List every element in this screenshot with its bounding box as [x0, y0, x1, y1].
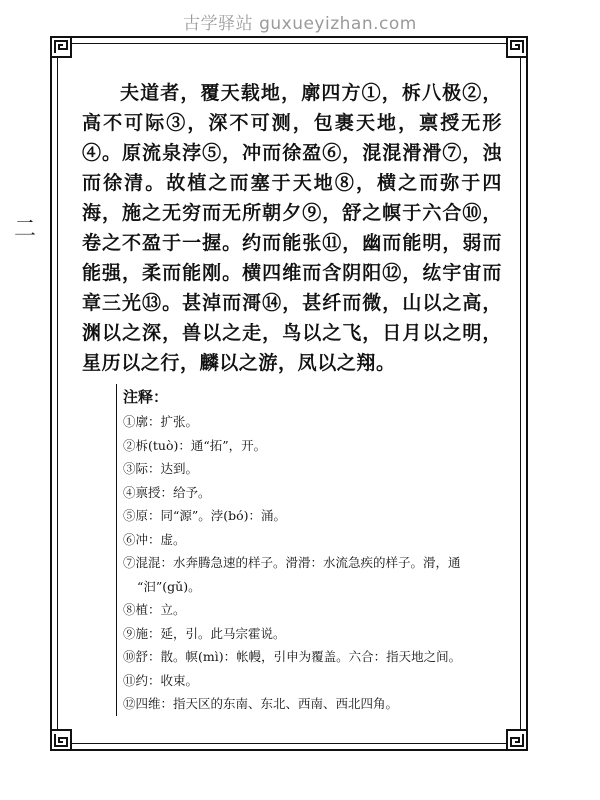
note-item: ⑨施：延，引。此马宗霍说。 — [123, 625, 286, 641]
note-item: ⑧植：立。 — [123, 602, 186, 617]
note-item: ⑥冲：虚。 — [123, 531, 186, 547]
note-item-continuation: “汩”(gǔ)。 — [137, 578, 201, 594]
page-number: 二 — [14, 217, 37, 242]
watermark: 古学驿站 guxueyizhan.com — [183, 14, 417, 34]
note-item: ⑫四维：指天区的东南、东北、西南、西北四角。 — [123, 696, 399, 711]
corner-ornament-icon — [506, 729, 528, 751]
note-item: ③际：达到。 — [123, 461, 199, 476]
notes-section — [116, 384, 511, 716]
note-item: ⑪约：收束。 — [123, 672, 199, 688]
note-item: ⑩舒：散。幎(mì)：帐幔，引申为覆盖。六合：指天地之间。 — [123, 649, 462, 664]
notes-title: 注释： — [123, 388, 169, 406]
note-item: ①廓：扩张。 — [123, 414, 199, 429]
corner-ornament-icon — [50, 36, 72, 58]
note-item: ④禀授：给予。 — [123, 484, 211, 500]
corner-ornament-icon — [50, 729, 72, 751]
corner-ornament-icon — [506, 36, 528, 58]
note-item: ⑦混混：水奔腾急速的样子。滑滑：水流急疾的样子。滑，通 — [123, 555, 461, 570]
note-item: ⑤原：同“源”。浡(bó)：涌。 — [123, 508, 287, 523]
note-item: ②柝(tuò)：通“拓”，开。 — [123, 437, 267, 453]
main-passage: 夫道者，覆天载地，廓四方①，柝八极②，高不可际③，深不可测，包裹天地，禀授无形④。原流泉浡⑤，冲而徐盈⑥，混混滑滑⑦，浊而徐清。故植之而塞于天地⑧，横之而弥于四海，施之无穷而无所朝夕⑨，舒之幎于六合⑩，卷之不盈于一握。约而能张⑪，幽而能明，弱而能强，柔而能刚。横四维而含阴阳⑫，纮宇宙而章三光⑬。甚淖而滒⑭，甚纤而微，山以之高，渊以之深，兽以之走，鸟以之飞，日月以之明，星历以之行，麟以之游，凤以之翔。 — [82, 82, 502, 374]
